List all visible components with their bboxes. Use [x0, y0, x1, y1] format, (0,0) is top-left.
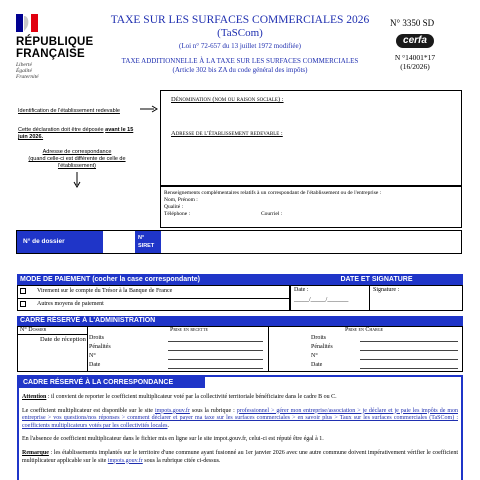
motto: [16, 62, 39, 80]
motto-fraternite: Fraternité: [16, 74, 39, 80]
payment-mode-title: MODE DE PAIEMENT (cocher la case correspondante): [20, 276, 200, 283]
cerfa-year: (16/2026): [400, 62, 430, 71]
absence-paragraph: En l'absence de coefficient multiplicateur dans le fichier mis en ligne sur le site impot.gouv.fr, celui-ci est réputé être égal à 1.: [22, 436, 324, 443]
establishment-box[interactable]: [160, 90, 462, 186]
date-label: Date :: [294, 287, 309, 293]
recette-row-date: Date: [89, 362, 101, 368]
correspondance-body: [22, 394, 458, 465]
dossier-number-input[interactable]: [103, 231, 135, 253]
coefficient-paragraph: [22, 408, 458, 431]
coef-end: .: [167, 422, 170, 429]
charge-line-numero[interactable]: [360, 359, 458, 360]
other-payment-label: Autres moyens de paiement: [37, 301, 104, 307]
corr-line3: l'établissement): [57, 163, 97, 169]
impots-gouv-link-2[interactable]: impots.gouv.fr: [107, 457, 143, 464]
marianne-icon: [16, 14, 38, 32]
cerfa-logo: [396, 34, 434, 48]
charge-row-droits: Droits: [311, 335, 326, 341]
republique-francaise: [16, 36, 93, 60]
coefficient-path-link[interactable]: professionnel > gérer mon entreprise/association > je déclare et je paie les impôts de mon entreprise > vos questions/nos réponses > comment déclarer et payer ma taxe sur les surfaces commerciales > en savoir plus > Taux sur les surfaces commerciales (TaSCom) : coefficients multiplicateurs votés par les collectivités locales: [22, 407, 458, 429]
marianne-logo: [16, 14, 38, 32]
correspondent-info-title: Renseignements complémentaires relatifs à un correspondant de l'établissement ou de l'entreprise :: [164, 190, 382, 196]
cerfa-number-block: [385, 53, 445, 71]
motto-egalite: Égalité: [16, 68, 32, 74]
payment-mode-header: [17, 274, 290, 285]
motto-liberte: Liberté: [16, 62, 32, 68]
charge-line-droits[interactable]: [360, 341, 458, 342]
payment-options-divider: [17, 298, 290, 299]
correspondence-address-label: [18, 149, 136, 170]
signature-label[interactable]: Signature :: [373, 287, 400, 293]
coef-mid: sous la rubrique :: [191, 407, 235, 414]
correspondent-quality-label: Qualité :: [164, 204, 184, 210]
form-subtitle: (TaSCom): [217, 27, 263, 39]
date-reception-label: Date de réception: [40, 336, 86, 343]
date-signature-divider: [369, 285, 370, 311]
additional-tax-title: TAXE ADDITIONNELLE À LA TAXE SUR LES SURFACES COMMERCIALES: [121, 57, 359, 65]
admin-col-divider-1: [87, 326, 88, 372]
remarque-label: Remarque: [22, 449, 49, 456]
identification-label: Identification de l'établissement redevable: [18, 108, 120, 114]
charge-line-date[interactable]: [360, 368, 458, 369]
deadline-prefix: Cette déclaration doit être déposée: [18, 127, 104, 133]
correspondance-header: [19, 377, 205, 388]
recette-line-penalites[interactable]: [168, 350, 263, 351]
form-title: TAXE SUR LES SURFACES COMMERCIALES 2026: [110, 14, 370, 26]
form-number: N° 3350 SD: [390, 18, 435, 28]
remarque-text: : les établissements implantés sur le territoire d'une commune ayant fusionné au 1er janvier 2026 avec une autre commune doivent impérativement vérifier le coefficient multiplicateur applicable sur le site: [22, 449, 459, 464]
law-reference: (Loi n° 72-657 du 13 juillet 1972 modifiée): [179, 42, 301, 50]
prise-recette-label: Prise en recette: [170, 327, 208, 333]
admin-dossier-label: N° Dossier: [20, 327, 47, 333]
charge-row-date: Date: [311, 362, 323, 368]
arrow-right-icon: [140, 105, 158, 113]
charge-line-penalites[interactable]: [360, 350, 458, 351]
siret-n-label: N°: [138, 235, 145, 241]
date-signature-title: DATE ET SIGNATURE: [340, 276, 413, 283]
dossier-number-label-box: [17, 231, 103, 253]
recette-line-date[interactable]: [168, 368, 263, 369]
denomination-label: Dénomination (nom ou raison sociale) :: [171, 96, 284, 103]
other-payment-checkbox[interactable]: [20, 301, 26, 307]
siret-label: SIRET: [138, 243, 155, 249]
coef-prefix: Le coefficient multiplicateur est disponible sur le site: [22, 407, 153, 414]
correspondance-title: CADRE RÉSERVÉ À LA CORRESPONDANCE: [23, 379, 174, 386]
impots-gouv-link[interactable]: impots.gouv.fr: [154, 407, 190, 414]
recette-row-droits: Droits: [89, 335, 104, 341]
attention-label: Attention: [22, 394, 47, 400]
attention-paragraph: [22, 394, 458, 402]
corr-line1: Adresse de correspondance: [42, 149, 112, 155]
cerfa-logo-text: cerfa: [403, 35, 427, 46]
date-input[interactable]: _____/_____/_______: [294, 297, 349, 303]
charge-row-numero: N°: [311, 353, 318, 359]
siret-input[interactable]: [161, 231, 461, 253]
correspondent-phone-label: Téléphone :: [164, 211, 191, 217]
form-title-block: [100, 14, 380, 75]
admin-box: [17, 326, 463, 372]
admin-dossier-underline: [17, 334, 87, 335]
deadline-date: avant le 15 juin 2026.: [18, 127, 134, 140]
corr-line2: (quand celle-ci est différente de celle de: [28, 156, 126, 162]
dossier-number-label: N° de dossier: [23, 238, 65, 245]
identification-left: [18, 100, 156, 212]
rf-line2: FRANÇAISE: [16, 48, 85, 60]
admin-header: [17, 316, 463, 326]
remarque-paragraph: [22, 450, 458, 465]
recette-row-penalites: Pénalités: [89, 344, 111, 350]
transfer-checkbox[interactable]: [20, 288, 26, 294]
charge-row-penalites: Pénalités: [311, 344, 333, 350]
rf-line1: RÉPUBLIQUE: [16, 36, 94, 48]
cerfa-number: N °14001*17: [394, 53, 436, 62]
admin-col-divider-2: [268, 326, 269, 372]
remarque-end: sous la rubrique citée ci-dessus.: [144, 457, 221, 464]
date-signature-header: [290, 274, 463, 285]
deadline-notice: [18, 127, 136, 141]
recette-line-numero[interactable]: [168, 359, 263, 360]
correspondent-info-box[interactable]: [160, 186, 462, 228]
correspondent-email-label: Courriel :: [261, 211, 283, 217]
arrow-down-icon: [73, 172, 81, 188]
siret-label-box: [135, 231, 161, 253]
correspondent-name-label: Nom, Prénom :: [164, 197, 198, 203]
attention-text: : il convient de reporter le coefficient multiplicateur voté par la collectivité territoriale bénéficiaire dans le cadre B ou C.: [47, 394, 337, 400]
recette-row-numero: N°: [89, 353, 96, 359]
admin-title: CADRE RÉSERVÉ À L'ADMINISTRATION: [20, 317, 156, 324]
transfer-option-label: Virement sur le compte du Trésor à la Banque de France: [37, 288, 173, 294]
article-reference: (Article 302 bis ZA du code général des impôts): [172, 66, 308, 74]
prise-charge-label: Prise en Charge: [345, 327, 384, 333]
recette-line-droits[interactable]: [168, 341, 263, 342]
establishment-address-label: Adresse de l'établissement redevable :: [171, 130, 283, 137]
